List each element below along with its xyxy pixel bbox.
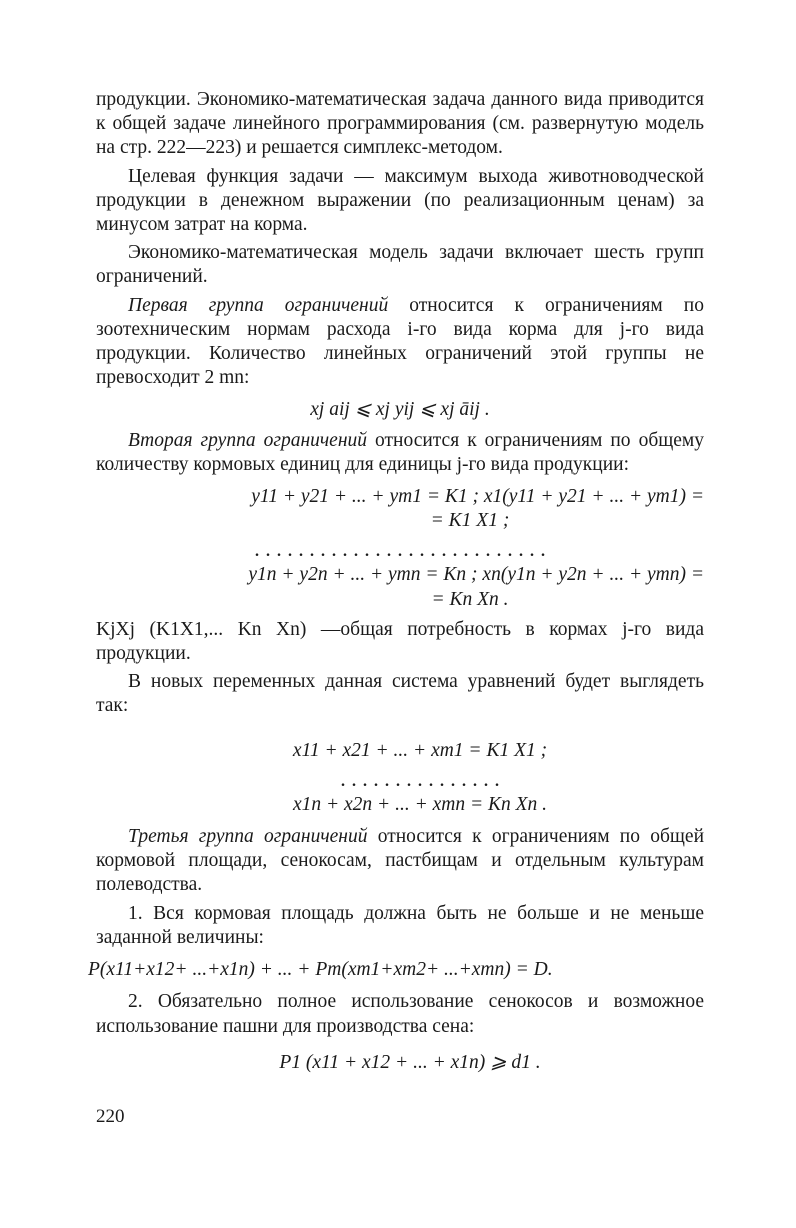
group3-paragraph — [96, 825, 704, 898]
group3-text: относится к ограничениям по общей кормовой площади, сенокосам, пастбищам и отдельным культурам полеводства. — [96, 826, 705, 896]
page-number: 220 — [96, 1106, 125, 1127]
group3-heading: Третья группа ограничений — [128, 826, 368, 848]
group1-text: относится к ограничениям по зоотехническим нормам расхода i-го вида корма для j-го вида продукции. Количество линейных ограничений этой группы не превосходит 2 mn: — [96, 294, 704, 389]
page-body — [88, 88, 705, 1075]
group3-formula2: P1 (x11 + x12 + ... + x1n) ⩾ d1 . — [279, 1051, 541, 1073]
group2-note: KjXj (K1X1,... Kn Xn) —общая потребность в кормах j-го вида продукции. — [96, 618, 704, 665]
group2-heading: Вторая группа ограничений — [128, 429, 367, 451]
group2-system-dots: . . . . . . . . . . . . . . . — [340, 765, 500, 791]
group2-eq1-line1: y11 + y21 + ... + ym1 = K1 ; x1(y11 + y21 + ... + ym1) = — [251, 486, 704, 508]
paragraph-model: Экономико-математическая модель задачи включает шесть групп ограничений. — [96, 242, 704, 288]
group2-new-vars: В новых переменных данная система уравнений будет выглядеть так: — [96, 671, 704, 717]
group2-system-line1: x11 + x21 + ... + xm1 = K1 X1 ; — [292, 739, 548, 761]
group1-paragraph — [96, 294, 704, 391]
group2-system-line2: x1n + x2n + ... + xmn = Kn Xn . — [292, 793, 548, 815]
paragraph-intro: продукции. Экономико-математическая задача данного вида приводится к общей задаче линейного программирования (см. развернутую модель на стр. 222—223) и решается симплекс-методом. — [96, 89, 704, 159]
group2-eq1-line2: = K1 X1 ; — [430, 510, 510, 532]
group2-eq2-line2: = Kn Xn . — [431, 588, 509, 610]
group1-heading: Первая группа ограничений — [128, 294, 389, 316]
group2-eq2-line1: y1n + y2n + ... + ymn = Kn ; xn(y1n + y2n + ... + ymn) = — [248, 564, 704, 586]
group2-text: относится к ограничениям по общему количеству кормовых единиц для единицы j-го вида продукции: — [96, 429, 704, 475]
group3-formula1: P(x11+x12+ ...+x1n) + ... + Pm(xm1+xm2+ ...+xmn) = D. — [88, 959, 553, 981]
paragraph-objective: Целевая функция задачи — максимум выхода животноводческой продукции в денежном выражении (по реализационным ценам) за минусом затрат на корма. — [96, 165, 704, 236]
group3-item2: 2. Обязательно полное использование сенокосов и возможное использование пашни для производства сена: — [96, 991, 704, 1037]
group3-item1: 1. Вся кормовая площадь должна быть не больше и не меньше заданной величины: — [96, 902, 704, 948]
group2-dots: . . . . . . . . . . . . . . . . . . . . . . . . . . . — [254, 536, 546, 562]
group2-paragraph — [96, 429, 704, 477]
group1-formula: xj aij ⩽ xj yij ⩽ xj āij . — [310, 399, 490, 421]
